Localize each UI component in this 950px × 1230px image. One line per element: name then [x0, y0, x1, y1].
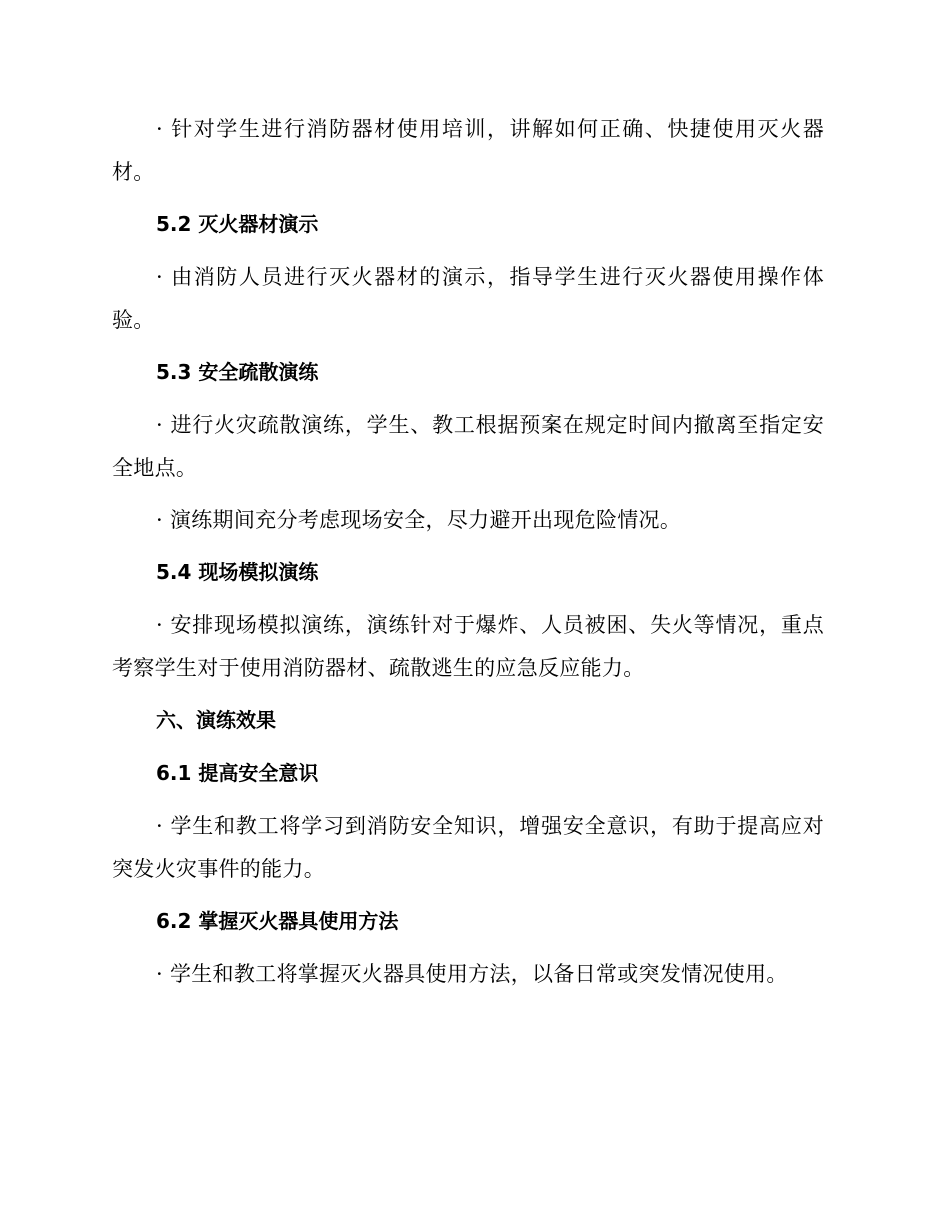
section-heading-6-2: 6.2 掌握灭火器具使用方法	[156, 909, 399, 933]
section-heading-5-2: 5.2 灭火器材演示	[156, 212, 319, 236]
chapter-heading-6: 六、演练效果	[156, 708, 276, 732]
bullet-paragraph-evacuation: · 进行火灾疏散演练，学生、教工根据预案在规定时间内撤离至指定安全地点。	[112, 413, 824, 480]
bullet-paragraph-safety: · 演练期间充分考虑现场安全，尽力避开出现危险情况。	[156, 508, 682, 532]
section-heading-5-3: 5.3 安全疏散演练	[156, 360, 319, 384]
bullet-paragraph-awareness: · 学生和教工将学习到消防安全知识，增强安全意识，有助于提高应对突发火灾事件的能力。	[112, 814, 824, 881]
bullet-paragraph-simulation: · 安排现场模拟演练，演练针对于爆炸、人员被困、失火等情况，重点考察学生对于使用消防器材、疏散逃生的应急反应能力。	[112, 613, 824, 680]
bullet-paragraph-training: · 针对学生进行消防器材使用培训，讲解如何正确、快捷使用灭火器材。	[112, 117, 824, 184]
bullet-paragraph-extinguisher-usage: · 学生和教工将掌握灭火器具使用方法，以备日常或突发情况使用。	[156, 962, 788, 986]
bullet-paragraph-demo: · 由消防人员进行灭火器材的演示，指导学生进行灭火器使用操作体验。	[112, 265, 824, 332]
document-body	[112, 108, 824, 1005]
section-heading-5-4: 5.4 现场模拟演练	[156, 560, 319, 584]
section-heading-6-1: 6.1 提高安全意识	[156, 761, 319, 785]
